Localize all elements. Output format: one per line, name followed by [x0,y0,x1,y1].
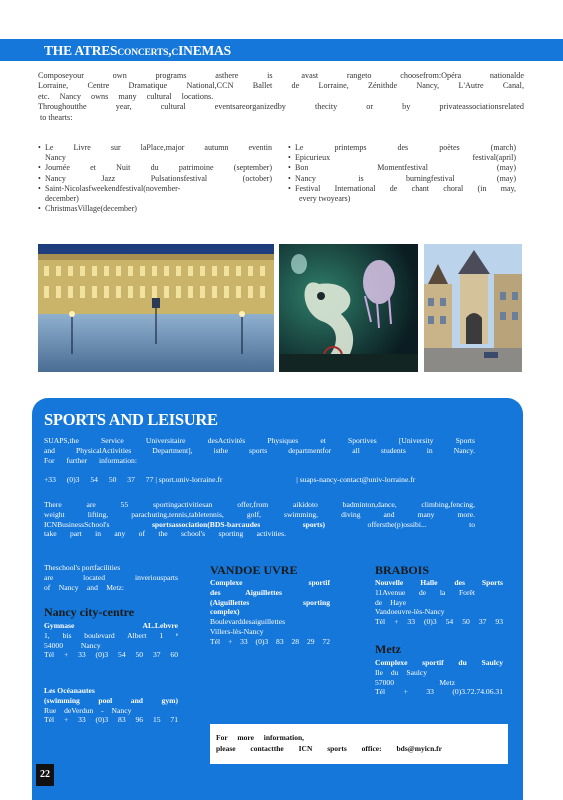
activities-paragraph [44,500,475,539]
facility-phone: Tél + 33 (0)3 83 28 29 72 [210,636,330,646]
text-line: There are 55 sportingactivitiesan offer,from aikidoto badminton,dance, climbing,fencing, [44,500,475,509]
events-list-right [288,143,516,204]
facility-address: Ile du Saulcy [375,667,428,677]
text-line: ICNBusinessSchool's sportsassociation(BDS-barcaudes sports) offersthe(p)ossibi... to [44,519,476,529]
list-item: • Bon Momentfestival (may) [288,163,516,173]
text-line: and PhysicalActivities Department], isthe sports departmentfor all students in Nancy. [44,445,475,455]
info-line: please contactthe ICN sports office: bds@myicn.fr [216,744,442,753]
facility-address: 1, bis boulevard Albert 1 ᵉ [44,630,178,640]
text-line: are located inveriousparts [44,572,178,582]
list-item: • Festival International de chant choral (in may, every twoyears) [288,184,516,204]
facility-phone: Tél + 33 (0)3 54 50 37 60 [44,650,178,660]
list-item: • Le printemps des poètes (march) [288,143,516,153]
oceanautes-block [44,686,178,725]
photo-festival-parade [279,244,418,372]
list-item: • Saint-Nicolasfweekendfestival(november- december) [38,184,272,204]
intro-paragraph [38,71,524,123]
sports-office-info-box [210,724,508,764]
list-item: • Nancy is burningfestival (may) [288,174,516,184]
facility-address: 57000 Metz [375,677,455,687]
suaps-paragraph [44,436,475,465]
photo-city-gate [424,244,522,372]
facility-address: Vandoeuvre-lès-Nancy [375,607,445,617]
facility-phone: Tél + 33 (0)3.72.74.06.31 [375,687,503,697]
section-header-band [0,39,563,61]
suaps-phone: +33 (0)3 54 50 37 77 [44,475,154,484]
facility-name: Gymnase AL.Lebvre [44,621,178,630]
saulcy-block [375,658,503,697]
facility-name: (Aiguillettes sporting [210,597,330,607]
sports-title: SPORTS AND LEISURE [44,410,218,429]
nancy-city-centre-heading: Nancy city-centre [44,605,135,619]
intro-line: Lorraine, Centre Dramatique National,CCN Ballet de Lorraine, Zénithde Nancy, L'Autre Canal, [38,81,524,91]
text-line: SUAPS,the Service Universitaire desActivités Physiques et Sportives [University Sports [44,436,475,445]
facility-address: 11Avenue de la Forêt [375,587,475,597]
facility-name: des Aiguillettes [210,587,282,597]
halle-sports-block [375,578,503,627]
facility-address: 54000 Nancy [44,640,101,650]
facility-name: Les Océanautes [44,686,95,695]
section-title: THE ATRESCONCERTS,CINEMAS [44,43,231,58]
page-number: 22 [36,764,54,786]
photo-place-stanislas [38,244,274,372]
suaps-email-link[interactable]: suaps-nancy-contact@univ-lorraine.fr [299,475,416,484]
vandoeuvre-heading: VANDOE UVRE [210,563,298,577]
intro-line: etc. Nancy owns many cultural locations. [38,91,214,101]
list-item: • Le Livre sur laPlace,major autumn eventin Nancy [38,143,272,163]
separator: | [155,475,157,484]
separator: | [296,475,298,484]
facility-address: de Haye [375,597,407,607]
facility-name: Nouvelle Halle des Sports [375,578,503,587]
text-line: of Nancy and Metz: [44,582,124,592]
gymnase-block [44,621,178,660]
facility-phone: Tél + 33 (0)3 83 96 15 71 [44,715,178,725]
brabois-heading: BRABOIS [375,563,430,577]
facilities-intro [44,563,178,592]
facility-address: Villers-lès-Nancy [210,626,264,636]
aiguillettes-block [210,578,330,647]
list-item: • ChristmasVillage(december) [38,204,272,214]
facility-name: Complexe sportif [210,578,330,587]
text-line: take part in any of the school's sporting activities. [44,529,286,539]
facility-name: (swimming pool and gym) [44,695,178,705]
facility-name: Complexe sportif du Saulcy [375,658,503,667]
intro-line: Throughoutthe year, cultural eventsareorganizedby thecity or by privateassociationsrelated [38,102,524,112]
text-line: For further information: [44,455,137,465]
text-line: Theschool's portfacilities [44,563,121,572]
facility-name: complex) [210,607,240,617]
list-item: • Nancy Jazz Pulsationsfestival (october) [38,174,272,184]
intro-line: to thearts: [40,112,73,122]
text-line: weight lifting, parachuting,tennis,tabletennis, golf, swimming, diving and many more. [44,509,475,519]
metz-heading: Metz [375,642,401,656]
facility-phone: Tél + 33 (0)3 54 50 37 93 [375,617,503,627]
suaps-website-link[interactable]: sport.univ-lorraine.fr [158,475,223,484]
facility-address: Rue deVerdun - Nancy [44,705,132,715]
events-list-left [38,143,272,214]
suaps-contact-line [44,475,514,485]
info-line: For more information, [216,733,305,742]
list-item: • Journée et Nuit du patrimoine (september) [38,163,272,173]
facility-address: Boulevarddesaiguillettes [210,617,286,627]
list-item: • Epicurieux festival(april) [288,153,516,163]
intro-line: Composeyour own programs asthere is avast rangeto choosefrom:Opéra nationalde [38,71,524,80]
